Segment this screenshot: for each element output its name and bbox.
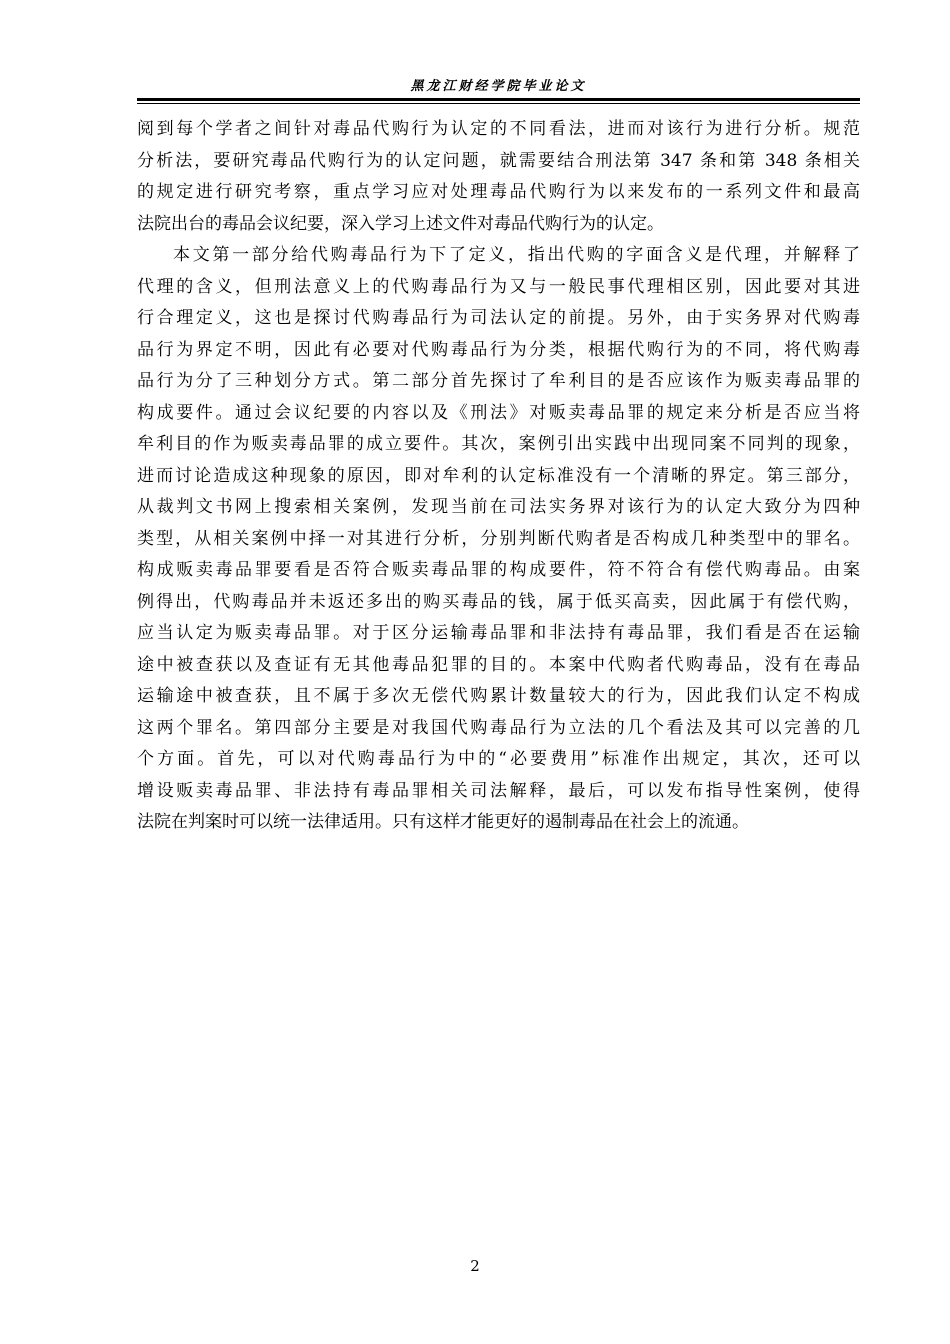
text-line: 运输途中被查获，且不属于多次无偿代购累计数量较大的行为，因此我们认定不构成 <box>137 686 860 706</box>
text-line: 进而讨论造成这种现象的原因，即对牟利的认定标准没有一个清晰的界定。第三部分， <box>137 465 860 486</box>
text-line: 个方面。首先，可以对代购毒品行为中的“必要费用”标准作出规定，其次，还可以 <box>137 749 860 769</box>
text-line: 牟利目的作为贩卖毒品罪的成立要件。其次，案例引出实践中出现同案不同判的现象， <box>137 434 860 454</box>
page-header-title: 黑龙江财经学院毕业论文 <box>410 79 587 94</box>
text-line: 法院出台的毒品会议纪要，深入学习上述文件对毒品代购行为的认定。 <box>137 213 664 234</box>
text-line: 阅到每个学者之间针对毒品代购行为认定的不同看法，进而对该行为进行分析。规范 <box>137 119 860 139</box>
text-line: 应当认定为贩卖毒品罪。对于区分运输毒品罪和非法持有毒品罪，我们看是否在运输 <box>137 623 860 643</box>
text-line: 品行为界定不明，因此有必要对代购毒品行为分类，根据代购行为的不同，将代购毒 <box>137 339 860 360</box>
text-line: 构成要件。通过会议纪要的内容以及《刑法》对贩卖毒品罪的规定来分析是否应当将 <box>137 402 860 423</box>
text-line: 本文第一部分给代购毒品行为下了定义，指出代购的字面含义是代理，并解释了 <box>173 245 860 265</box>
text-line: 行合理定义，这也是探讨代购毒品行为司法认定的前提。另外，由于实务界对代购毒 <box>137 308 860 328</box>
text-line: 代理的含义，但刑法意义上的代购毒品行为又与一般民事代理相区别，因此要对其进 <box>137 276 860 297</box>
text-line: 分析法，要研究毒品代购行为的认定问题，就需要结合刑法第 347 条和第 348 条相关 <box>137 150 860 171</box>
page-number: 2 <box>470 1257 480 1275</box>
text-line: 的规定进行研究考察，重点学习应对处理毒品代购行为以来发布的一系列文件和最高 <box>137 182 860 202</box>
header-rule-thick <box>137 98 860 101</box>
text-line: 法院在判案时可以统一法律适用。只有这样才能更好的遏制毒品在社会上的流通。 <box>137 812 749 832</box>
header-rule-thin <box>137 103 860 104</box>
text-line: 类型，从相关案例中择一对其进行分析，分别判断代购者是否构成几种类型中的罪名。 <box>137 528 860 549</box>
text-line: 从裁判文书网上搜索相关案例，发现当前在司法实务界对该行为的认定大致分为四种 <box>137 497 860 517</box>
text-line: 这两个罪名。第四部分主要是对我国代购毒品行为立法的几个看法及其可以完善的几 <box>137 717 860 738</box>
text-line: 构成贩卖毒品罪要看是否符合贩卖毒品罪的构成要件，符不符合有偿代购毒品。由案 <box>137 560 860 580</box>
body-text <box>137 114 860 839</box>
text-line: 例得出，代购毒品并未返还多出的购买毒品的钱，属于低买高卖，因此属于有偿代购， <box>137 591 860 612</box>
text-line: 途中被查获以及查证有无其他毒品犯罪的目的。本案中代购者代购毒品，没有在毒品 <box>137 654 860 675</box>
text-line: 增设贩卖毒品罪、非法持有毒品罪相关司法解释，最后，可以发布指导性案例，使得 <box>137 780 860 801</box>
text-line: 品行为分了三种划分方式。第二部分首先探讨了牟利目的是否应该作为贩卖毒品罪的 <box>137 371 860 391</box>
